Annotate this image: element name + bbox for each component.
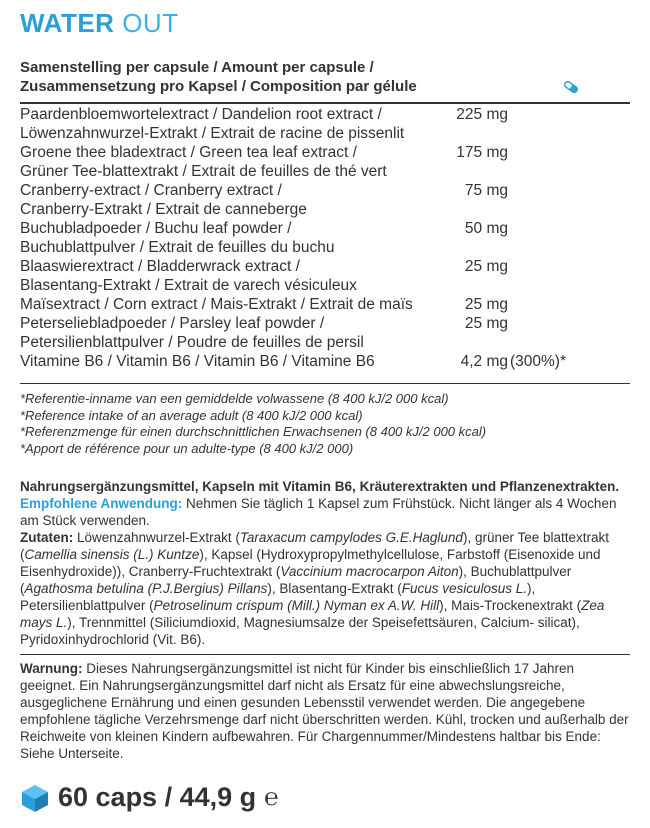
table-row <box>20 200 630 219</box>
table-row <box>20 219 630 238</box>
footnote: *Referentie-inname van een gemiddelde volwassene (8 400 kJ/2 000 kcal) <box>20 391 449 406</box>
table-row <box>20 162 630 181</box>
table-row <box>20 333 630 352</box>
ingredient-name: Blasentang-Extrakt / Extrait de varech vésiculeux <box>20 277 357 294</box>
ingredient-name: Blaaswierextract / Bladderwrack extract / <box>20 258 300 275</box>
table-row <box>20 105 630 124</box>
table-row <box>20 181 630 200</box>
ingredient-amount: 25 mg <box>464 315 508 332</box>
ingredient-name: Petersilienblattpulver / Poudre de feuilles de persil <box>20 334 364 351</box>
composition-header <box>20 58 630 104</box>
product-description: Nahrungsergänzungsmittel, Kapseln mit Vitamin B6, Kräuterextrakten und Pflanzenextrakten. <box>20 479 620 494</box>
warning-paragraph <box>20 660 630 762</box>
ingredient-name: Buchubladpoeder / Buchu leaf powder / <box>20 220 292 237</box>
ingredient-name: Buchublattpulver / Extrait de feuilles du buchu <box>20 239 335 256</box>
ingredient-amount: 4,2 mg <box>460 353 508 370</box>
reference-footnotes <box>20 391 630 457</box>
ingredient-name: Vitamine B6 / Vitamin B6 / Vitamin B6 / Vitamine B6 <box>20 353 375 370</box>
label-page <box>20 0 630 762</box>
ingredient-name: Paardenbloemwortelextract / Dandelion root extract / <box>20 106 382 123</box>
table-row <box>20 124 630 143</box>
ingredient-table <box>20 105 630 384</box>
ingredient-name: Groene thee bladextract / Green tea leaf extract / <box>20 144 357 161</box>
ingredient-amount: 225 mg <box>456 106 508 123</box>
quantity-text: 60 caps / 44,9 g <box>58 782 257 812</box>
ingredient-amount: 25 mg <box>464 296 508 313</box>
table-row <box>20 295 630 314</box>
title-part1: WATER <box>20 8 115 38</box>
table-row <box>20 314 630 333</box>
ingredients-paragraph: Zutaten: Löwenzahnwurzel-Extrakt (Taraxacum campylodes G.E.Haglund), grüner Tee blattextrakt (Camellia sinensis (L.) Kuntze), Kapsel (Hydroxypropylmethylcellulose, Farbstoff (Eisenoxide und Eisenhydroxide)), Cranberry-Fruchtextrakt (Vaccinium macrocarpon Aiton), Buchublattpulver (Agathosma betulina (P.J.Bergius) Pillans), Blasentang-Extrakt (Fucus vesiculosus L.), Petersilienblattpulver (Petroselinum crispum (Mill.) Nyman ex A.W. Hill), Mais-Trockenextrakt (Zea mays L.), Trennmittel (Siliciumdioxid, Magnesiumsalze der Speisefettsäuren, Calcium- silicat), Pyridoxinhydrochlorid (Vit. B6). <box>20 530 610 647</box>
ingredient-name: Cranberry-Extrakt / Extrait de canneberge <box>20 201 307 218</box>
estimated-sign: ℮ <box>264 783 279 811</box>
footnote: *Apport de référence pour un adulte-type (8 400 kJ/2 000) <box>20 440 354 456</box>
header-line1: Samenstelling per capsule / Amount per capsule / <box>20 59 374 76</box>
usage-label: Empfohlene Anwendung: <box>20 496 183 511</box>
capsule-icon <box>562 80 580 94</box>
product-title <box>20 8 630 38</box>
divider <box>20 654 630 655</box>
warning-label: Warnung: <box>20 661 83 676</box>
usage-text: Nehmen Sie täglich 1 Kapsel zum Frühstück. Nicht länger als 4 Wochen am Stück verwenden. <box>20 496 617 528</box>
ingredient-amount: 25 mg <box>464 258 508 275</box>
usage-paragraph <box>20 495 630 529</box>
footnote: *Referenzmenge für einen durchschnittlichen Erwachsenen (8 400 kJ/2 000 kcal) <box>20 424 487 439</box>
table-row <box>20 352 630 371</box>
ingredient-percent: (300%)* <box>510 353 566 370</box>
ingredients-label: Zutaten: <box>20 530 74 545</box>
cube-icon <box>20 783 50 813</box>
table-row <box>20 257 630 276</box>
ingredient-name: Grüner Tee-blattextrakt / Extrait de feuilles de thé vert <box>20 163 387 180</box>
warning-text: Dieses Nahrungsergänzungsmittel ist nicht für Kinder bis einschließlich 17 Jahren geeignet. Ein Nahrungsergänzungsmittel darf nicht als Ersatz für eine abwechslungsreiche, ausgeglichene Ernährung und einen gesunden Lebensstil verwendet werden. Die angegebene empfohlene tägliche Verzehrsmenge darf nicht überschritten werden. Kühl, trocken und außerhalb der Reichweite von kleinen Kindern aufbewahren. Für Chargennummer/Mindestens haltbar bis Ende: Siehe Unterseite. <box>20 661 629 761</box>
footnote: *Reference intake of an average adult (8 400 kJ/2 000 kcal) <box>20 407 363 423</box>
table-row <box>20 143 630 162</box>
table-row <box>20 276 630 295</box>
ingredient-amount: 75 mg <box>464 182 508 199</box>
package-quantity <box>20 782 279 813</box>
ingredient-amount: 50 mg <box>464 220 508 237</box>
ingredient-name: Maïsextract / Corn extract / Mais-Extrakt / Extrait de maïs <box>20 296 413 313</box>
ingredient-name: Peterseliebladpoeder / Parsley leaf powder / <box>20 315 325 332</box>
ingredient-name: Cranberry-extract / Cranberry extract / <box>20 182 282 199</box>
header-line2: Zusammensetzung pro Kapsel / Composition par gélule <box>20 78 417 95</box>
title-part2: OUT <box>122 8 179 38</box>
ingredient-amount: 175 mg <box>456 144 508 161</box>
ingredient-name: Löwenzahnwurzel-Extrakt / Extrait de racine de pissenlit <box>20 125 405 142</box>
table-row <box>20 238 630 257</box>
